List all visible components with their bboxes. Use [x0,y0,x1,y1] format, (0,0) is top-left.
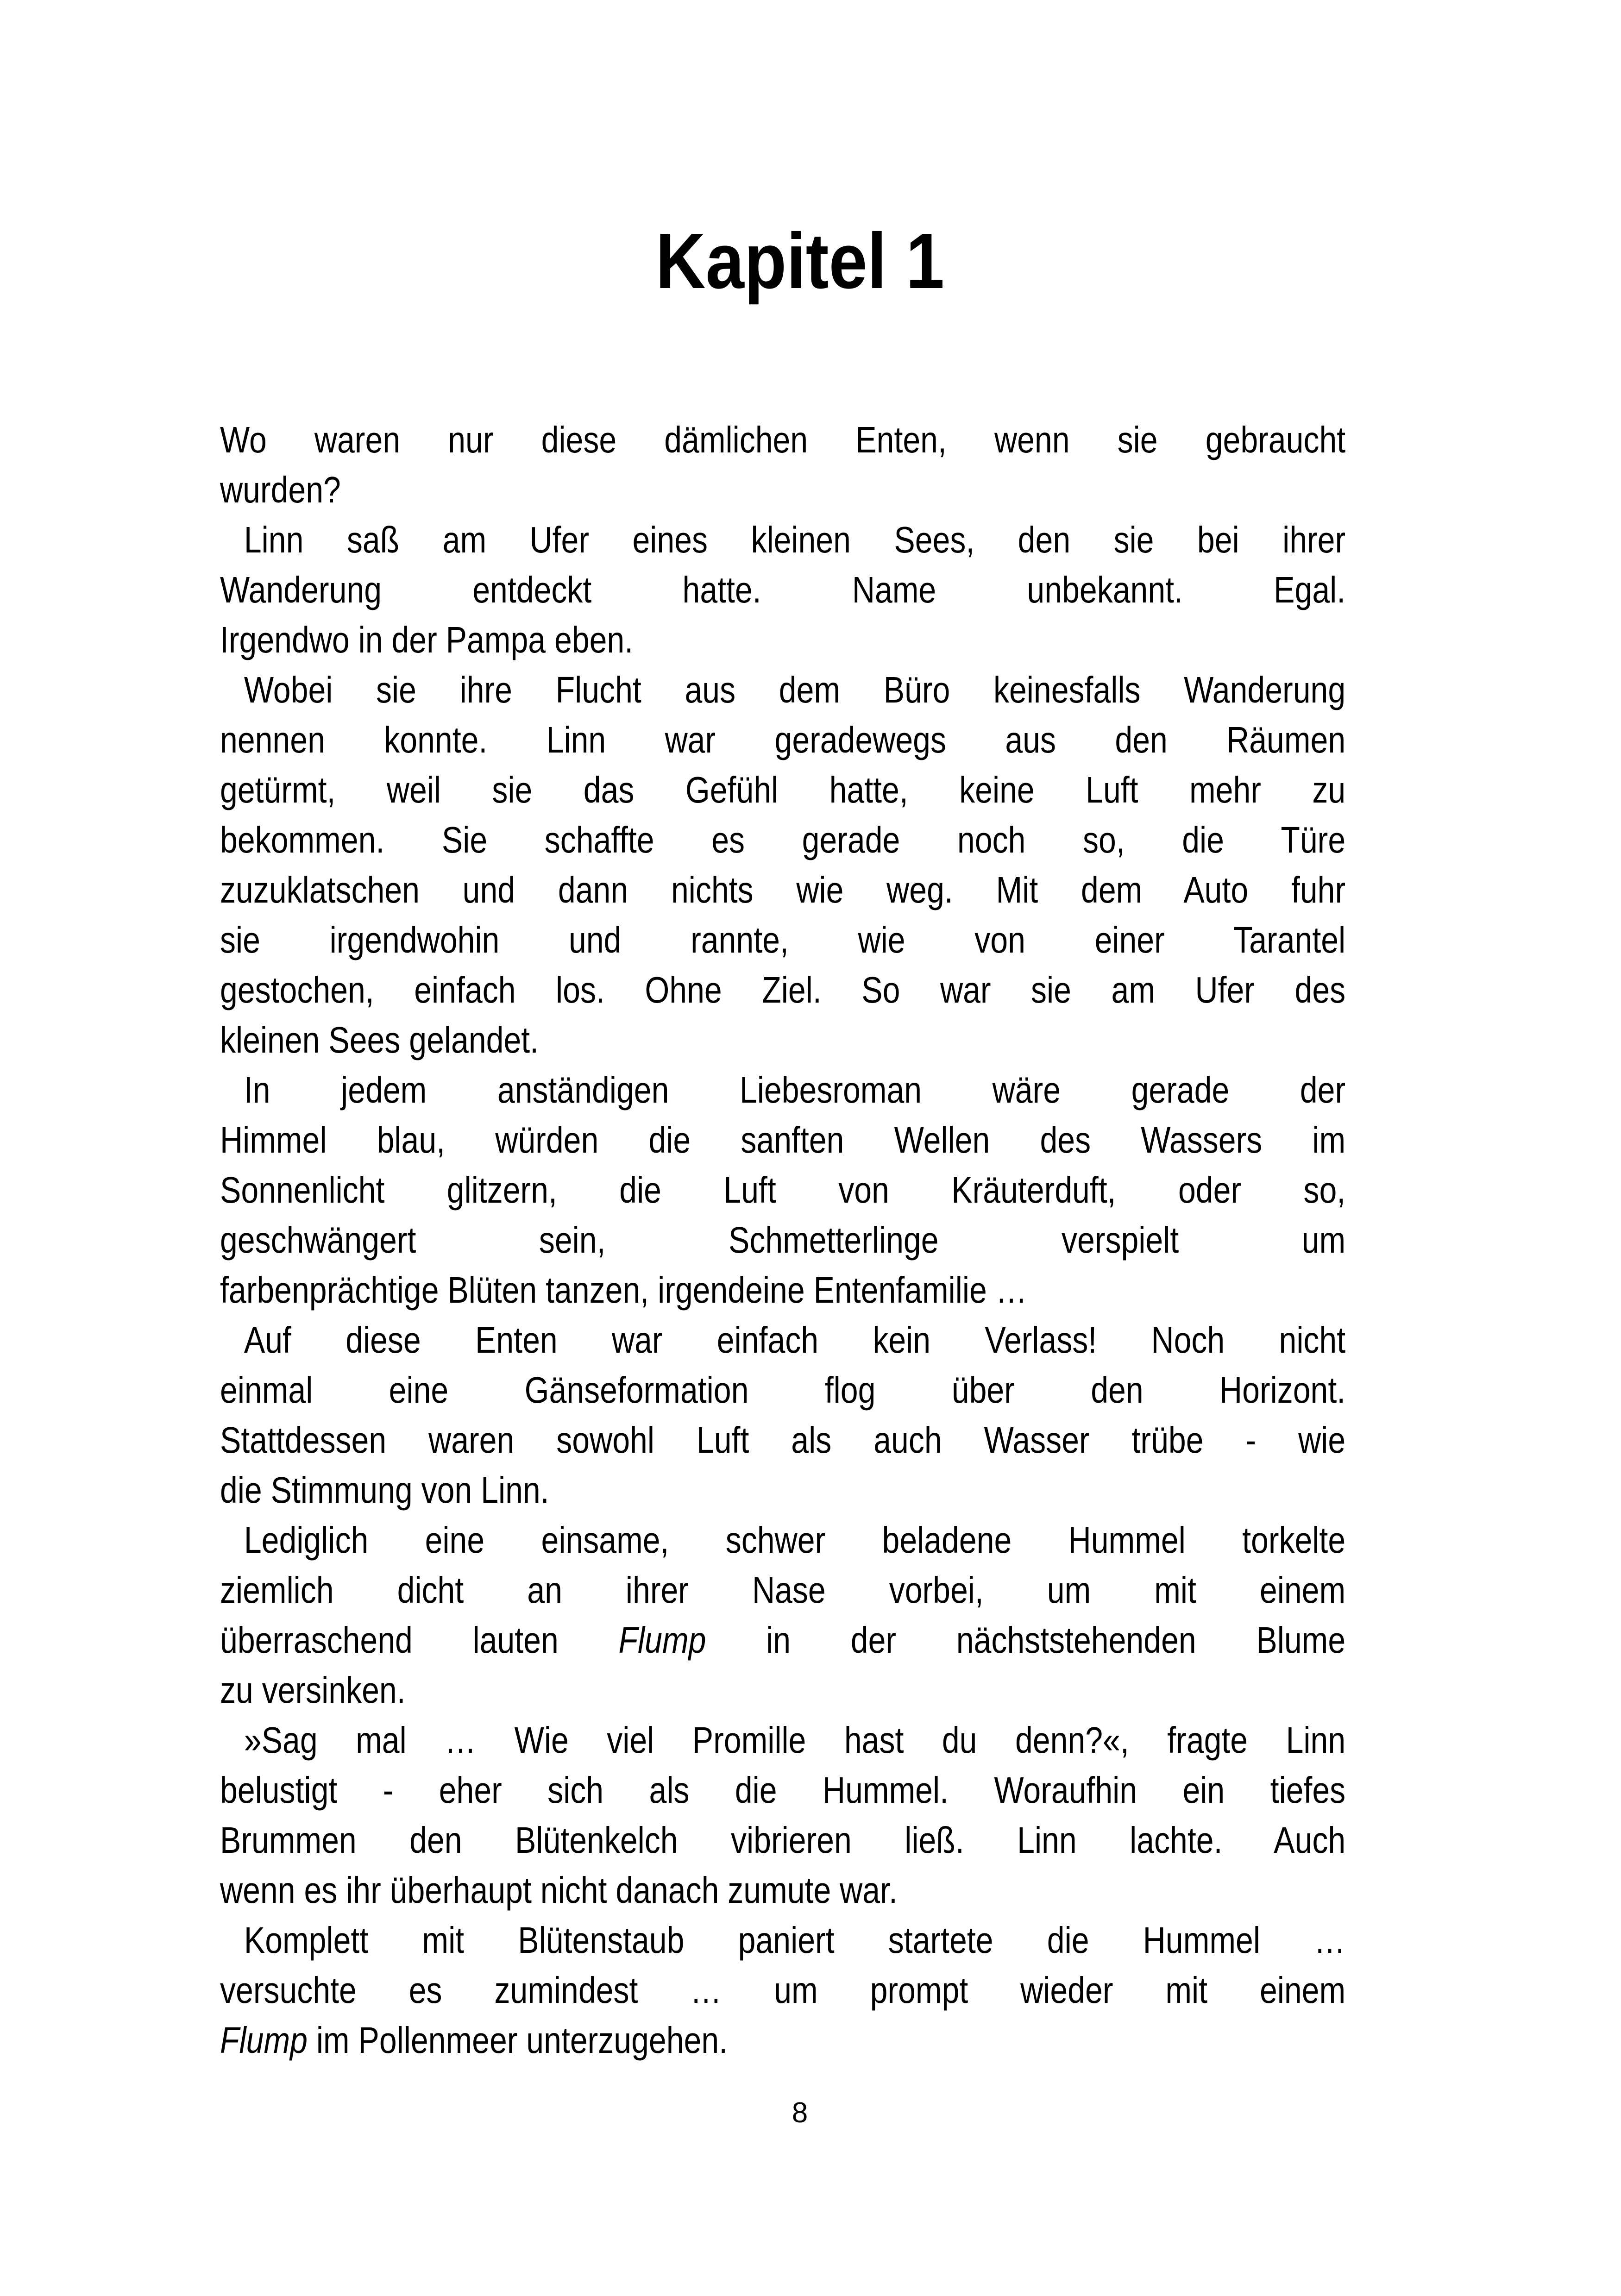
text-segment: geschwängert sein, Schmetterlinge verspielt um [220,1219,1346,1261]
text-line [220,515,1345,565]
text-line [220,1615,1345,1665]
text-segment: im Pollenmeer unterzugehen. [307,2020,728,2061]
text-segment: »Sag mal … Wie viel Promille hast du denn?«, fragte Linn [244,1719,1346,1761]
text-line [220,1565,1345,1615]
paragraph [220,415,1345,515]
text-line [220,815,1345,865]
text-segment: einmal eine Gänseformation flog über den Horizont. [220,1369,1346,1411]
text-segment: Wobei sie ihre Flucht aus dem Büro keinesfalls Wanderung [244,669,1346,710]
text-segment: die Stimmung von Linn. [220,1469,549,1511]
text-line [220,965,1345,1015]
text-line [220,615,1345,665]
text-column [220,415,1345,2065]
text-line [220,765,1345,815]
text-segment: Wanderung entdeckt hatte. Name unbekannt. Egal. [220,569,1346,610]
text-segment: wenn es ihr überhaupt nicht danach zumute war. [220,1869,898,1911]
text-line [220,915,1345,965]
text-segment: ziemlich dicht an ihrer Nase vorbei, um mit einem [220,1569,1346,1611]
text-line [220,715,1345,765]
text-segment: Stattdessen waren sowohl Luft als auch Wasser trübe - wie [220,1419,1346,1461]
text-segment: Linn saß am Ufer eines kleinen Sees, den sie bei ihrer [244,519,1346,560]
italic-text: Flump [220,2020,308,2061]
text-line [220,2015,1345,2065]
paragraph [220,1065,1345,1315]
italic-text: Flump [618,1619,706,1661]
text-segment: Sonnenlicht glitzern, die Luft von Kräuterduft, oder so, [220,1169,1346,1211]
paragraph [220,1915,1345,2065]
text-line [220,565,1345,615]
paragraph [220,1315,1345,1515]
text-segment: nennen konnte. Linn war geradewegs aus den Räumen [220,719,1346,760]
paragraph [220,515,1345,665]
text-segment: zuzuklatschen und dann nichts wie weg. Mit dem Auto fuhr [220,869,1346,910]
text-line [220,1965,1345,2015]
text-line [220,1465,1345,1515]
text-line [220,1165,1345,1215]
text-segment: getürmt, weil sie das Gefühl hatte, keine Luft mehr zu [220,769,1346,810]
text-line [220,465,1345,515]
text-segment: wurden? [220,469,341,510]
text-segment: Himmel blau, würden die sanften Wellen des Wassers im [220,1119,1346,1161]
text-line [220,1215,1345,1265]
text-segment: zu versinken. [220,1669,406,1711]
text-segment: gestochen, einfach los. Ohne Ziel. So war sie am Ufer des [220,969,1346,1010]
text-segment: kleinen Sees gelandet. [220,1019,539,1060]
text-line [220,1415,1345,1465]
text-line [220,415,1345,465]
text-segment: In jedem anständigen Liebesroman wäre gerade der [244,1069,1346,1110]
text-line [220,865,1345,915]
text-line [220,1665,1345,1715]
paragraph [220,1515,1345,1715]
text-line [220,1815,1345,1865]
text-line [220,1865,1345,1915]
text-segment: Brummen den Blütenkelch vibrieren ließ. Linn lachte. Auch [220,1819,1346,1861]
text-line [220,1715,1345,1765]
chapter-title [221,217,1379,305]
text-line [220,665,1345,715]
chapter-title-text: Kapitel 1 [655,217,944,305]
paragraph [220,665,1345,1065]
text-segment: belustigt - eher sich als die Hummel. Woraufhin ein tiefes [220,1769,1346,1811]
page-number: 8 [792,2097,808,2129]
text-segment: sie irgendwohin und rannte, wie von einer Tarantel [220,919,1346,960]
text-segment: überraschend lauten [220,1619,619,1661]
text-line [220,1015,1345,1065]
text-line [220,1915,1345,1965]
paragraph [220,1715,1345,1915]
text-segment: Lediglich eine einsame, schwer beladene Hummel torkelte [244,1519,1346,1561]
text-line [220,1065,1345,1115]
text-line [220,1365,1345,1415]
text-segment: Wo waren nur diese dämlichen Enten, wenn sie gebraucht [220,419,1346,460]
text-segment: Irgendwo in der Pampa eben. [220,619,634,660]
text-segment: farbenprächtige Blüten tanzen, irgendeine Entenfamilie … [220,1269,1027,1311]
text-segment: bekommen. Sie schaffte es gerade noch so, die Türe [220,819,1346,860]
text-segment: versuchte es zumindest … um prompt wieder mit einem [220,1970,1346,2011]
text-line [220,1515,1345,1565]
text-line [220,1315,1345,1365]
text-segment: in der nächststehenden Blume [706,1619,1346,1661]
text-segment: Auf diese Enten war einfach kein Verlass! Noch nicht [244,1319,1346,1361]
text-line [220,1765,1345,1815]
text-line [220,1265,1345,1315]
text-line [220,1115,1345,1165]
text-segment: Komplett mit Blütenstaub paniert startete die Hummel … [244,1920,1346,1961]
